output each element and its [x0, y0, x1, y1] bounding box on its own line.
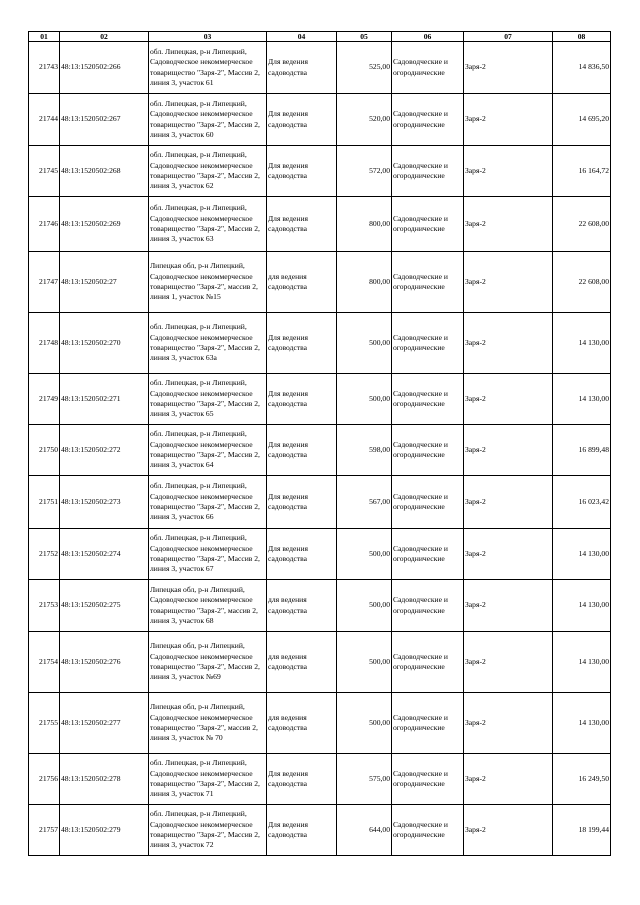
cadastral-value-cell: 16 023,42 — [553, 476, 611, 529]
land-category-cell: Садоводческие и огороднические — [392, 94, 464, 146]
area-cell: 644,00 — [337, 805, 392, 856]
row-number-cell: 21757 — [29, 805, 60, 856]
row-number-cell: 21744 — [29, 94, 60, 146]
permitted-use-cell: для ведения садоводства — [267, 580, 337, 632]
table-row — [29, 252, 611, 313]
area-cell: 525,00 — [337, 42, 392, 94]
cadastral-value-cell: 22 608,00 — [553, 197, 611, 252]
table-row — [29, 632, 611, 693]
cadastral-value-cell: 16 164,72 — [553, 146, 611, 197]
association-cell: Заря-2 — [464, 197, 553, 252]
row-number-cell: 21748 — [29, 313, 60, 374]
table-row — [29, 425, 611, 476]
cadastral-value-cell: 14 130,00 — [553, 374, 611, 425]
table-row — [29, 197, 611, 252]
row-number-cell: 21747 — [29, 252, 60, 313]
land-category-cell: Садоводческие и огороднические — [392, 580, 464, 632]
association-cell: Заря-2 — [464, 374, 553, 425]
row-number-cell: 21743 — [29, 42, 60, 94]
permitted-use-cell: Для ведения садоводства — [267, 754, 337, 805]
row-number-cell: 21756 — [29, 754, 60, 805]
address-cell: обл. Липецкая, р-н Липецкий, Садоводческое некоммерческое товарищество "Заря-2", Массив 2, линия 3, участок 62 — [149, 146, 267, 197]
land-category-cell: Садоводческие и огороднические — [392, 805, 464, 856]
land-category-cell: Садоводческие и огороднические — [392, 42, 464, 94]
association-cell: Заря-2 — [464, 693, 553, 754]
address-cell: Липецкая обл, р-н Липецкий, Садоводческое некоммерческое товарищество "Заря-2", массив 2, линия 3, участок № 70 — [149, 693, 267, 754]
address-cell: обл. Липецкая, р-н Липецкий, Садоводческое некоммерческое товарищество "Заря-2", Массив 2, линия 3, участок 61 — [149, 42, 267, 94]
cadastral-value-cell: 16 249,50 — [553, 754, 611, 805]
row-number-cell: 21754 — [29, 632, 60, 693]
table-row — [29, 42, 611, 94]
column-header-04: 04 — [267, 32, 337, 42]
table-row — [29, 476, 611, 529]
address-cell: Липецкая обл, р-н Липецкий, Садоводческое некоммерческое товарищество "Заря-2", массив 2, линия 3, участок 68 — [149, 580, 267, 632]
area-cell: 500,00 — [337, 580, 392, 632]
table-row — [29, 94, 611, 146]
association-cell: Заря-2 — [464, 580, 553, 632]
cadastral-value-cell: 14 130,00 — [553, 529, 611, 580]
cadastral-value-cell: 14 130,00 — [553, 313, 611, 374]
column-header-07: 07 — [464, 32, 553, 42]
address-cell: обл. Липецкая, р-н Липецкий, Садоводческое некоммерческое товарищество "Заря-2", Массив 2, линия 3, участок 60 — [149, 94, 267, 146]
permitted-use-cell: Для ведения садоводства — [267, 42, 337, 94]
cadastral-number-cell: 48:13:1520502:275 — [60, 580, 149, 632]
cadastral-value-cell: 14 130,00 — [553, 693, 611, 754]
land-category-cell: Садоводческие и огороднические — [392, 529, 464, 580]
table-row — [29, 693, 611, 754]
area-cell: 520,00 — [337, 94, 392, 146]
permitted-use-cell: для ведения садоводства — [267, 632, 337, 693]
land-category-cell: Садоводческие и огороднические — [392, 754, 464, 805]
permitted-use-cell: Для ведения садоводства — [267, 374, 337, 425]
association-cell: Заря-2 — [464, 529, 553, 580]
address-cell: обл. Липецкая, р-н Липецкий, Садоводческое некоммерческое товарищество "Заря-2", Массив 2, линия 3, участок 63а — [149, 313, 267, 374]
cadastral-number-cell: 48:13:1520502:266 — [60, 42, 149, 94]
column-header-02: 02 — [60, 32, 149, 42]
cadastral-number-cell: 48:13:1520502:273 — [60, 476, 149, 529]
cadastral-number-cell: 48:13:1520502:276 — [60, 632, 149, 693]
row-number-cell: 21751 — [29, 476, 60, 529]
area-cell: 500,00 — [337, 529, 392, 580]
row-number-cell: 21745 — [29, 146, 60, 197]
land-category-cell: Садоводческие и огороднические — [392, 425, 464, 476]
association-cell: Заря-2 — [464, 476, 553, 529]
area-cell: 575,00 — [337, 754, 392, 805]
land-category-cell: Садоводческие и огороднические — [392, 374, 464, 425]
area-cell: 500,00 — [337, 693, 392, 754]
area-cell: 800,00 — [337, 252, 392, 313]
cadastral-number-cell: 48:13:1520502:272 — [60, 425, 149, 476]
cadastral-number-cell: 48:13:1520502:268 — [60, 146, 149, 197]
association-cell: Заря-2 — [464, 94, 553, 146]
permitted-use-cell: Для ведения садоводства — [267, 476, 337, 529]
address-cell: обл. Липецкая, р-н Липецкий, Садоводческое некоммерческое товарищество "Заря-2", Массив 2, линия 3, участок 71 — [149, 754, 267, 805]
land-category-cell: Садоводческие и огороднические — [392, 632, 464, 693]
cadastral-value-cell: 16 899,48 — [553, 425, 611, 476]
permitted-use-cell: Для ведения садоводства — [267, 529, 337, 580]
cadastral-number-cell: 48:13:1520502:267 — [60, 94, 149, 146]
association-cell: Заря-2 — [464, 313, 553, 374]
permitted-use-cell: Для ведения садоводства — [267, 94, 337, 146]
address-cell: обл. Липецкая, р-н Липецкий, Садоводческое некоммерческое товарищество "Заря-2", Массив 2, линия 3, участок 66 — [149, 476, 267, 529]
row-number-cell: 21752 — [29, 529, 60, 580]
permitted-use-cell: для ведения садоводства — [267, 252, 337, 313]
table-row — [29, 805, 611, 856]
row-number-cell: 21749 — [29, 374, 60, 425]
area-cell: 500,00 — [337, 313, 392, 374]
area-cell: 567,00 — [337, 476, 392, 529]
column-header-01: 01 — [29, 32, 60, 42]
association-cell: Заря-2 — [464, 425, 553, 476]
permitted-use-cell: для ведения садоводства — [267, 693, 337, 754]
header-row — [29, 32, 611, 42]
column-header-08: 08 — [553, 32, 611, 42]
land-category-cell: Садоводческие и огороднические — [392, 146, 464, 197]
table-row — [29, 146, 611, 197]
address-cell: обл. Липецкая, р-н Липецкий, Садоводческое некоммерческое товарищество "Заря-2", Массив 2, линия 3, участок 65 — [149, 374, 267, 425]
address-cell: обл. Липецкая, р-н Липецкий, Садоводческое некоммерческое товарищество "Заря-2", Массив 2, линия 3, участок 67 — [149, 529, 267, 580]
row-number-cell: 21750 — [29, 425, 60, 476]
area-cell: 800,00 — [337, 197, 392, 252]
table-row — [29, 529, 611, 580]
address-cell: Липецкая обл, р-н Липецкий, Садоводческое некоммерческое товарищество "Заря-2", Массив 2, линия 3, участок №69 — [149, 632, 267, 693]
column-header-06: 06 — [392, 32, 464, 42]
permitted-use-cell: Для ведения садоводства — [267, 805, 337, 856]
land-category-cell: Садоводческие и огороднические — [392, 693, 464, 754]
land-category-cell: Садоводческие и огороднические — [392, 476, 464, 529]
address-cell: Липецкая обл, р-н Липецкий, Садоводческое некоммерческое товарищество "Заря-2", массив 2, линия 1, участок №15 — [149, 252, 267, 313]
area-cell: 500,00 — [337, 374, 392, 425]
cadastral-value-cell: 14 130,00 — [553, 632, 611, 693]
column-header-05: 05 — [337, 32, 392, 42]
cadastral-value-cell: 22 608,00 — [553, 252, 611, 313]
permitted-use-cell: Для ведения садоводства — [267, 313, 337, 374]
cadastral-number-cell: 48:13:1520502:269 — [60, 197, 149, 252]
cadastral-number-cell: 48:13:1520502:277 — [60, 693, 149, 754]
area-cell: 572,00 — [337, 146, 392, 197]
address-cell: обл. Липецкая, р-н Липецкий, Садоводческое некоммерческое товарищество "Заря-2", Массив 2, линия 3, участок 72 — [149, 805, 267, 856]
table-row — [29, 580, 611, 632]
cadastral-number-cell: 48:13:1520502:278 — [60, 754, 149, 805]
column-header-03: 03 — [149, 32, 267, 42]
cadastral-number-cell: 48:13:1520502:27 — [60, 252, 149, 313]
association-cell: Заря-2 — [464, 252, 553, 313]
area-cell: 500,00 — [337, 632, 392, 693]
cadastral-value-cell: 14 130,00 — [553, 580, 611, 632]
row-number-cell: 21746 — [29, 197, 60, 252]
association-cell: Заря-2 — [464, 754, 553, 805]
cadastral-number-cell: 48:13:1520502:270 — [60, 313, 149, 374]
permitted-use-cell: Для ведения садоводства — [267, 197, 337, 252]
land-category-cell: Садоводческие и огороднические — [392, 252, 464, 313]
land-registry-table — [28, 31, 611, 856]
cadastral-value-cell: 18 199,44 — [553, 805, 611, 856]
association-cell: Заря-2 — [464, 805, 553, 856]
cadastral-number-cell: 48:13:1520502:274 — [60, 529, 149, 580]
land-category-cell: Садоводческие и огороднические — [392, 313, 464, 374]
address-cell: обл. Липецкая, р-н Липецкий, Садоводческое некоммерческое товарищество "Заря-2", Массив 2, линия 3, участок 64 — [149, 425, 267, 476]
table-body — [29, 42, 611, 856]
cadastral-value-cell: 14 836,50 — [553, 42, 611, 94]
land-category-cell: Садоводческие и огороднические — [392, 197, 464, 252]
association-cell: Заря-2 — [464, 42, 553, 94]
area-cell: 598,00 — [337, 425, 392, 476]
cadastral-number-cell: 48:13:1520502:271 — [60, 374, 149, 425]
permitted-use-cell: Для ведения садоводства — [267, 425, 337, 476]
association-cell: Заря-2 — [464, 632, 553, 693]
address-cell: обл. Липецкая, р-н Липецкий, Садоводческое некоммерческое товарищество "Заря-2", Массив 2, линия 3, участок 63 — [149, 197, 267, 252]
permitted-use-cell: Для ведения садоводства — [267, 146, 337, 197]
row-number-cell: 21755 — [29, 693, 60, 754]
row-number-cell: 21753 — [29, 580, 60, 632]
table-row — [29, 313, 611, 374]
table-row — [29, 374, 611, 425]
table-row — [29, 754, 611, 805]
cadastral-value-cell: 14 695,20 — [553, 94, 611, 146]
cadastral-number-cell: 48:13:1520502:279 — [60, 805, 149, 856]
association-cell: Заря-2 — [464, 146, 553, 197]
